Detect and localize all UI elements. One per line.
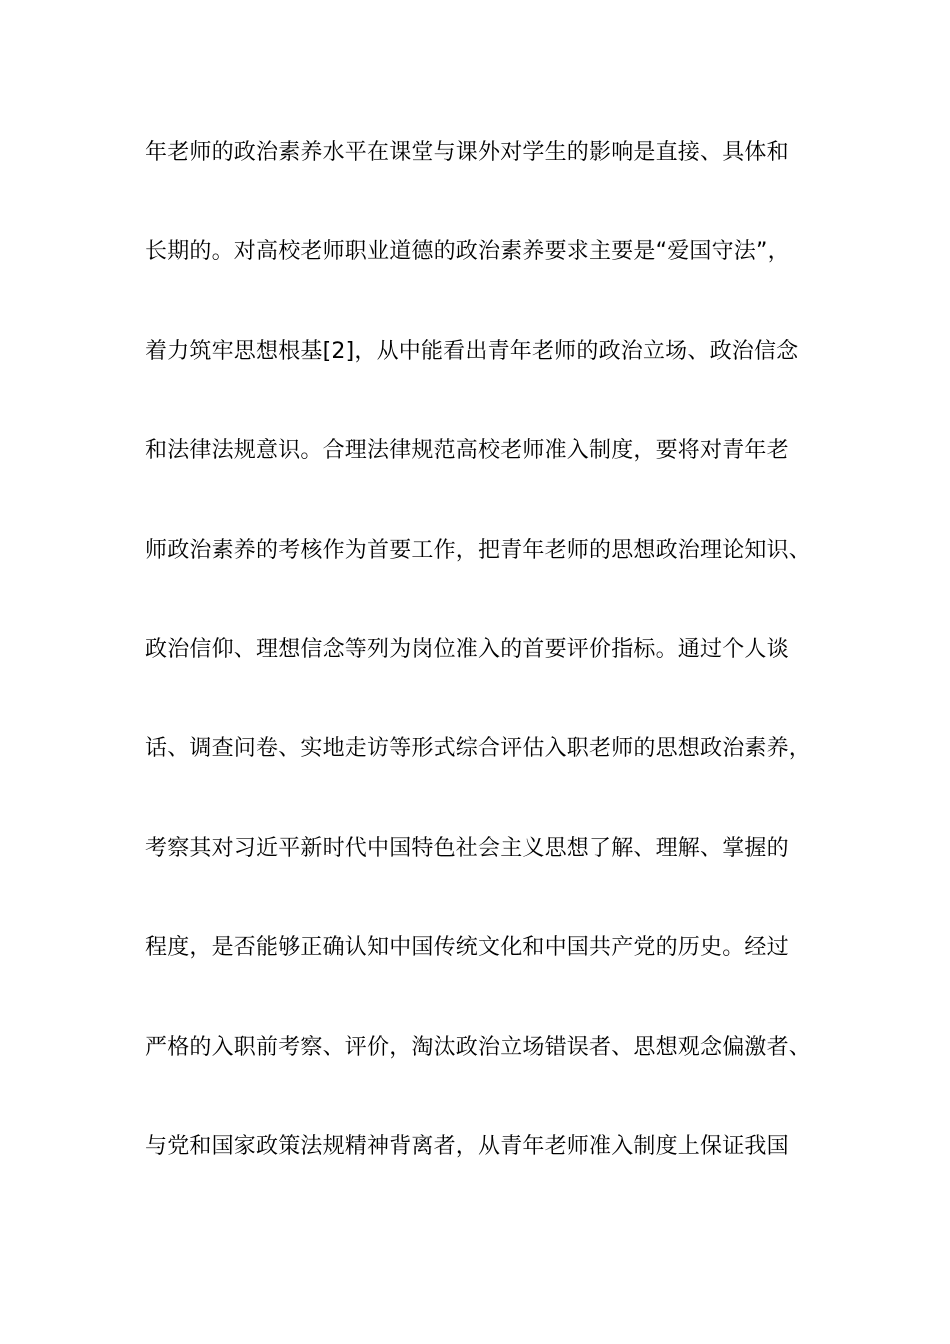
text-line-8: 考察其对习近平新时代中国特色社会主义思想了解、理解、掌握的 [145,835,789,861]
text-line-5: 师政治素养的考核作为首要工作，把青年老师的思想政治理论知识、 [145,537,812,563]
body-text [145,131,825,1224]
text-line-3: 着力筑牢思想根基[2]，从中能看出青年老师的政治立场、政治信念 [145,338,799,364]
text-line-10: 严格的入职前考察、评价，淘汰政治立场错误者、思想观念偏激者、 [145,1034,812,1060]
text-line-2: 长期的。对高校老师职业道德的政治素养要求主要是“爱国守法”， [145,239,790,265]
text-line-7: 话、调查问卷、实地走访等形式综合评估入职老师的思想政治素养， [145,736,812,762]
text-line-1: 年老师的政治素养水平在课堂与课外对学生的影响是直接、具体和 [145,140,789,165]
text-line-6: 政治信仰、理想信念等列为岗位准入的首要评价指标。通过个人谈 [145,636,789,662]
text-line-11: 与党和国家政策法规精神背离者，从青年老师准入制度上保证我国 [145,1133,789,1159]
text-line-9: 程度，是否能够正确认知中国传统文化和中国共产党的历史。经过 [145,935,789,961]
text-line-4: 和法律法规意识。合理法律规范高校老师准入制度，要将对青年老 [145,438,789,464]
